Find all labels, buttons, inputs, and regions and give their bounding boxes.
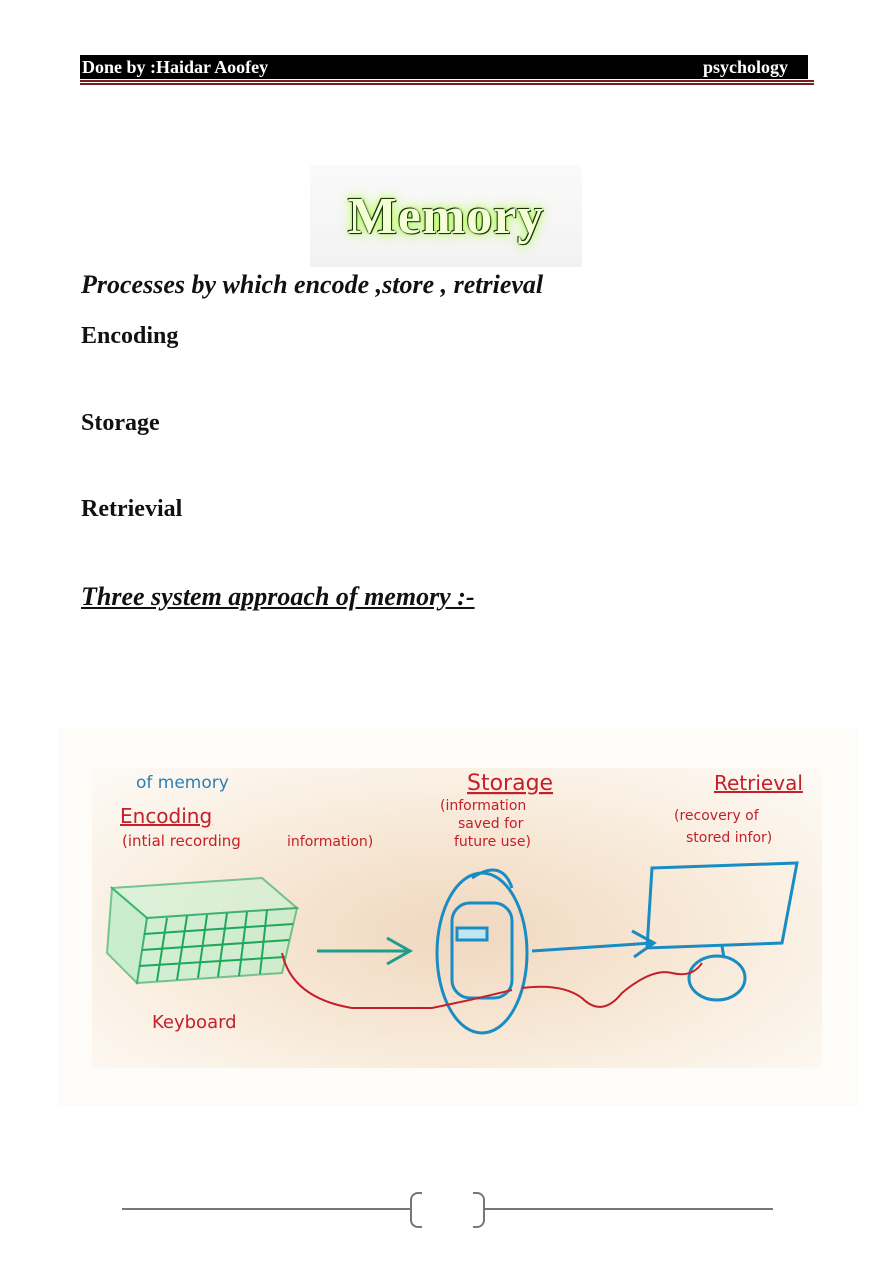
header-rule — [80, 80, 814, 82]
header-subject: psychology — [702, 57, 788, 77]
page-number — [420, 1194, 473, 1222]
stage-storage: Storage — [81, 410, 160, 436]
diagram-retrieval-desc-1: (recovery of — [674, 808, 759, 824]
stage-retrieval: Retrievial — [81, 496, 183, 522]
diagram-drawing — [92, 768, 822, 1068]
diagram-retrieval-label: Retrieval — [714, 771, 803, 795]
page-title: Memory — [347, 188, 545, 245]
footer-bracket-right — [473, 1192, 485, 1228]
page-header — [80, 55, 808, 79]
diagram-storage-desc-3: future use) — [454, 834, 531, 850]
diagram-storage-desc-1: (information — [440, 798, 527, 814]
footer-rule-right — [483, 1208, 773, 1210]
cable-icon — [282, 953, 702, 1008]
title-box — [310, 165, 582, 267]
memory-diagram — [92, 768, 822, 1068]
arrow-icon — [532, 931, 654, 957]
diagram-storage-desc-2: saved for — [458, 816, 524, 832]
diagram-encoding-label: Encoding — [120, 804, 213, 828]
arrow-icon — [317, 938, 410, 964]
footer-rule-left — [122, 1208, 412, 1210]
monitor-icon — [647, 863, 797, 1000]
stage-encoding: Encoding — [81, 323, 179, 349]
diagram-fragment: of memory — [136, 773, 229, 793]
section-heading: Three system approach of memory :- — [81, 582, 475, 611]
diagram-keyboard-label: Keyboard — [152, 1012, 237, 1033]
diagram-encoding-desc-1: (intial recording — [122, 832, 241, 850]
header-author: Done by :Haidar Aoofey — [82, 57, 269, 77]
intro-line: Processes by which encode ,store , retrieval — [81, 270, 544, 299]
diagram-encoding-desc-2: information) — [287, 834, 374, 850]
header-rule-double — [80, 83, 814, 85]
diagram-retrieval-desc-2: stored infor) — [686, 830, 773, 846]
storage-device-icon — [437, 870, 527, 1033]
diagram-storage-label: Storage — [467, 771, 554, 796]
keyboard-icon — [107, 878, 297, 983]
